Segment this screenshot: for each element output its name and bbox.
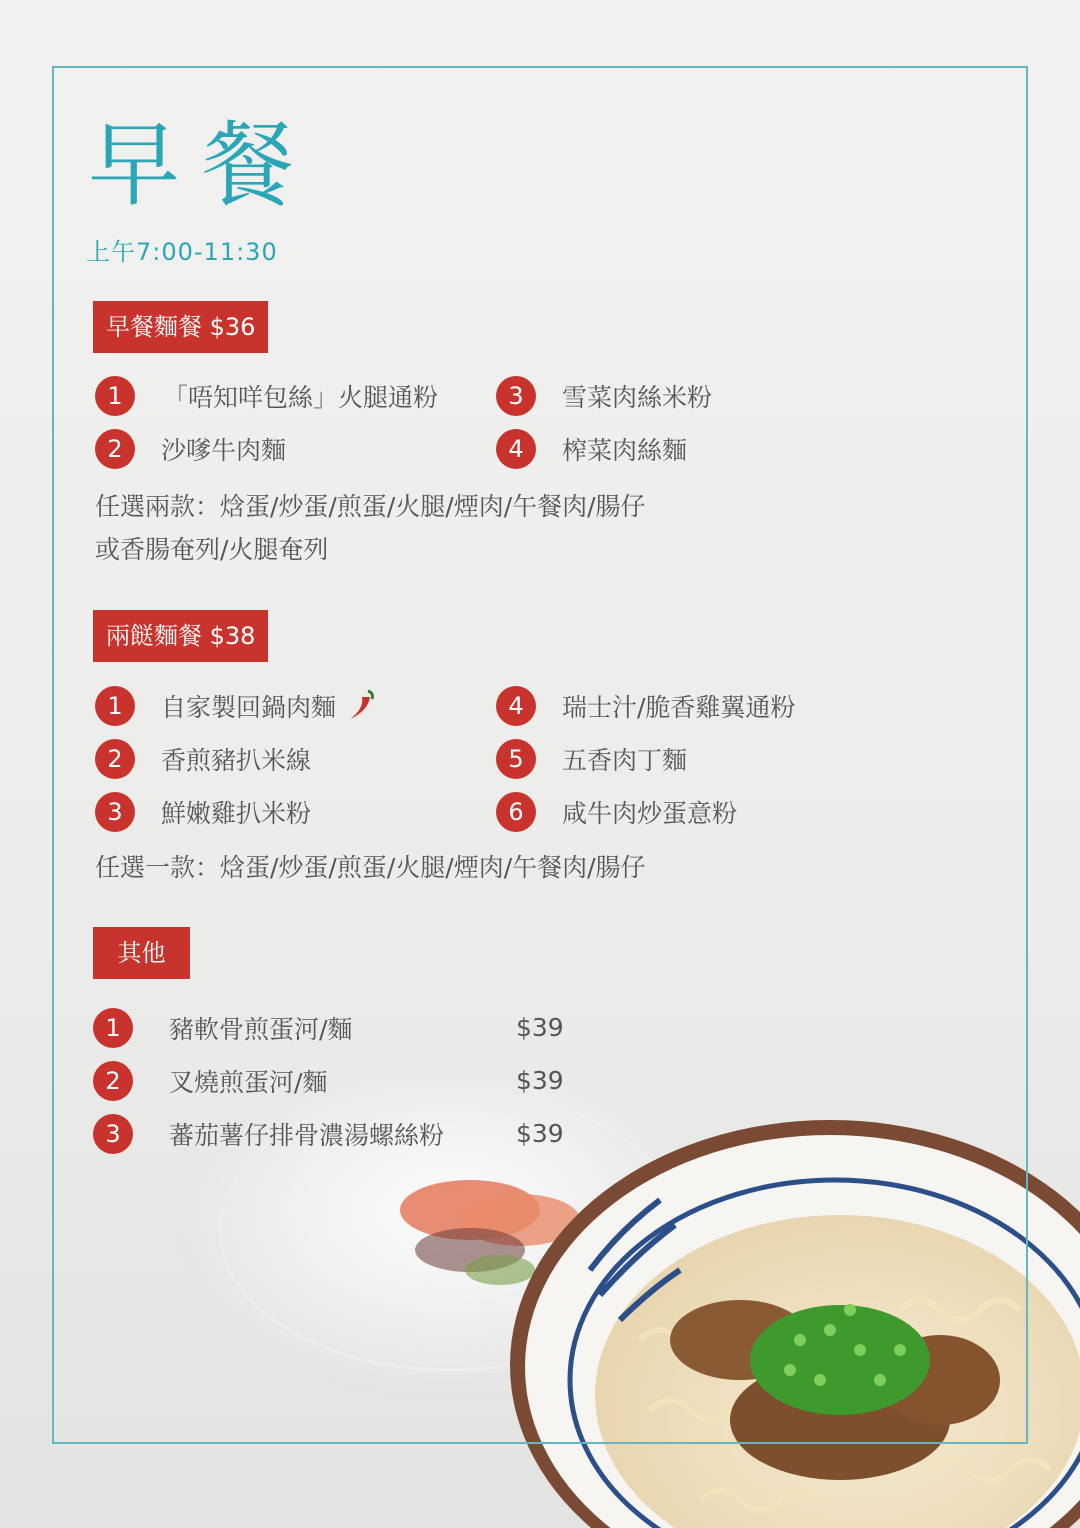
item-number-badge: 3	[496, 376, 536, 416]
item-price: $39	[516, 1119, 564, 1148]
menu-item	[496, 739, 687, 779]
item-number-badge: 2	[95, 739, 135, 779]
item-name: 鮮嫩雞扒米粉	[161, 799, 312, 828]
menu-item	[95, 376, 438, 416]
choice-note: 任選一款：焓蛋/炒蛋/煎蛋/火腿/煙肉/午餐肉/腸仔	[95, 853, 646, 882]
choice-note: 任選兩款：焓蛋/炒蛋/煎蛋/火腿/煙肉/午餐肉/腸仔	[95, 492, 646, 521]
item-name: 榨菜肉絲麵	[562, 436, 688, 465]
choice-note: 或香腸奄列/火腿奄列	[95, 535, 329, 564]
item-name: 五香肉丁麵	[562, 746, 688, 775]
opening-hours: 上午7:00-11:30	[86, 238, 278, 266]
item-name: 蕃茄薯仔排骨濃湯螺絲粉	[169, 1121, 445, 1150]
item-number-badge: 5	[496, 739, 536, 779]
item-number-badge: 1	[93, 1008, 133, 1048]
chili-pepper-icon	[346, 687, 376, 725]
item-name: 叉燒煎蛋河/麵	[169, 1068, 328, 1097]
item-name: 沙嗲牛肉麵	[161, 436, 287, 465]
item-number-badge: 1	[95, 376, 135, 416]
item-number-badge: 2	[93, 1061, 133, 1101]
item-name: 咸牛肉炒蛋意粉	[562, 799, 738, 828]
menu-item	[95, 686, 376, 726]
menu-item	[496, 686, 795, 726]
item-number-badge: 4	[496, 686, 536, 726]
section-tag-breakfast-noodle-set: 早餐麵餐 $36	[93, 301, 268, 353]
item-name: 「唔知咩包絲」火腿通粉	[163, 383, 439, 412]
item-number-badge: 4	[496, 429, 536, 469]
menu-item	[95, 429, 286, 469]
item-number-badge: 3	[93, 1114, 133, 1154]
item-name: 雪菜肉絲米粉	[562, 383, 713, 412]
menu-item	[496, 429, 687, 469]
menu-item	[93, 1008, 352, 1048]
menu-item	[95, 792, 311, 832]
item-name: 自家製回鍋肉麵	[161, 693, 337, 722]
item-name: 豬軟骨煎蛋河/麵	[169, 1015, 353, 1044]
item-number-badge: 3	[95, 792, 135, 832]
menu-item	[93, 1061, 327, 1101]
menu-item	[496, 376, 712, 416]
page-title: 早餐	[88, 112, 317, 219]
section-tag-others: 其他	[93, 927, 190, 979]
menu-item	[93, 1114, 444, 1154]
item-number-badge: 1	[95, 686, 135, 726]
item-price: $39	[516, 1066, 564, 1095]
item-number-badge: 6	[496, 792, 536, 832]
section-tag-two-dish-noodle-set: 兩餸麵餐 $38	[93, 610, 268, 662]
menu-item	[496, 792, 737, 832]
item-number-badge: 2	[95, 429, 135, 469]
item-name: 香煎豬扒米線	[161, 746, 312, 775]
menu-item	[95, 739, 311, 779]
item-price: $39	[516, 1013, 564, 1042]
item-name: 瑞士汁/脆香雞翼通粉	[562, 693, 796, 722]
